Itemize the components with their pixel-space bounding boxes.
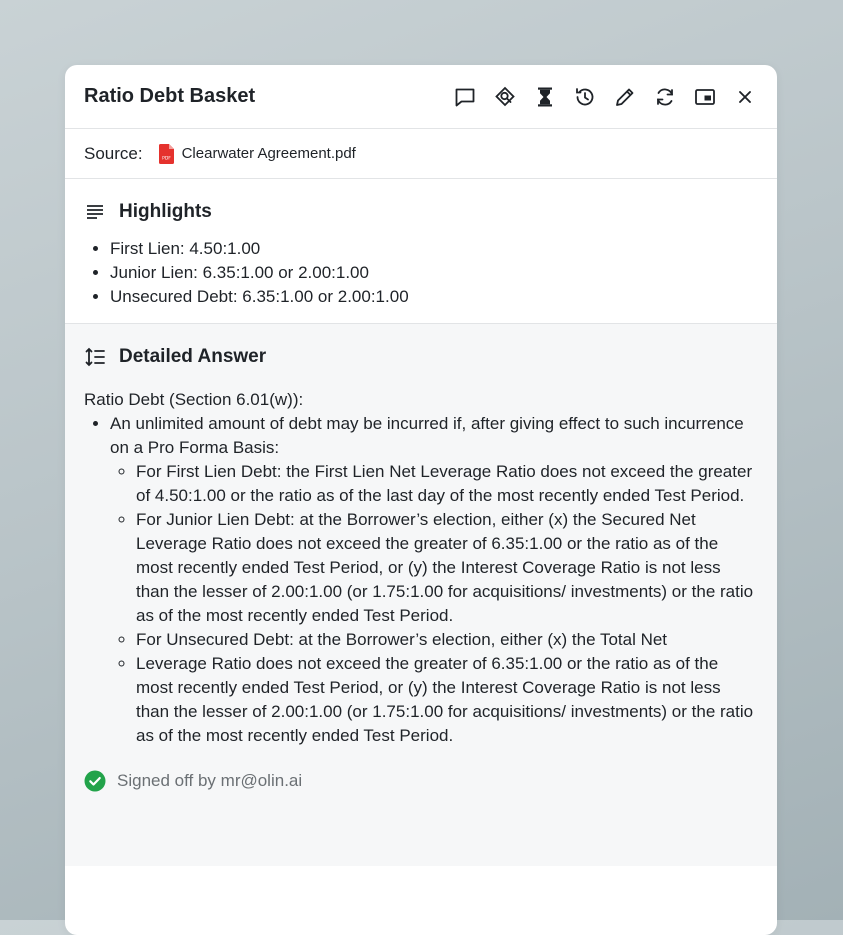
edit-icon[interactable]	[613, 85, 637, 109]
highlight-item: • Junior Lien: 6.35:1.00 or 2.00:1.00	[110, 261, 758, 285]
toolbar	[453, 85, 757, 109]
highlights-list	[84, 237, 758, 309]
detail-sub-item: ◦ For Junior Lien Debt: at the Borrower’s election, either (x) the Secured Net Leverage Ratio does not exceed the greater of 6.35:1.00 or the ratio as of the most recently ended Test Period, or (y) the Interest Coverage Ratio is not less than the lesser of 2.00:1.00 (or 1.75:1.00 for acquisitions/ investments) or the ratio as of the most recently ended Test Period.	[136, 508, 758, 628]
sort-list-icon	[84, 346, 106, 368]
panel-header	[65, 65, 777, 129]
detail-list	[84, 412, 758, 748]
signoff-status	[84, 770, 758, 792]
detailed-answer-section	[65, 324, 777, 866]
comment-icon[interactable]	[453, 85, 477, 109]
pdf-icon	[159, 144, 174, 164]
picture-in-picture-icon[interactable]	[693, 85, 717, 109]
source-file-link[interactable]	[159, 144, 356, 164]
detailed-heading	[84, 346, 758, 368]
close-icon[interactable]	[733, 85, 757, 109]
detail-sub-item: ◦ Leverage Ratio does not exceed the greater of 6.35:1.00 or the ratio as of the most recently ended Test Period, or (y) the Interest Coverage Ratio is not less than the lesser of 2.00:1.00 (or 1.75:1.00 for acquisitions/ investments) or the ratio as of the most recently ended Test Period.	[136, 652, 758, 748]
ratio-debt-panel	[65, 65, 777, 935]
hourglass-icon[interactable]	[533, 85, 557, 109]
highlight-item: • First Lien: 4.50:1.00	[110, 237, 758, 261]
highlights-section	[65, 179, 777, 324]
detail-main-item	[110, 412, 758, 748]
detail-sub-list	[110, 460, 758, 748]
detail-sub-item: ◦ For First Lien Debt: the First Lien Net Leverage Ratio does not exceed the greater of 4.50:1.00 or the ratio as of the last day of the most recently ended Test Period.	[136, 460, 758, 508]
detail-sub-item: ◦ For Unsecured Debt: at the Borrower’s election, either (x) the Total Net	[136, 628, 758, 652]
search-doc-icon[interactable]	[493, 85, 517, 109]
detailed-title: Detailed Answer	[119, 346, 267, 367]
panel-title: Ratio Debt Basket	[84, 85, 256, 107]
signoff-text: Signed off by mr@olin.ai	[117, 771, 303, 790]
refresh-icon[interactable]	[653, 85, 677, 109]
source-file-name: Clearwater Agreement.pdf	[181, 145, 356, 162]
highlight-item: • Unsecured Debt: 6.35:1.00 or 2.00:1.00	[110, 285, 758, 309]
lines-icon	[84, 201, 106, 223]
check-circle-icon	[84, 770, 106, 792]
highlights-heading	[84, 201, 758, 223]
source-label: Source:	[84, 143, 143, 163]
pdf-badge-text: PDF	[161, 156, 171, 161]
detail-main-text: An unlimited amount of debt may be incurred if, after giving effect to such incurrence on a Pro Forma Basis:	[110, 414, 744, 457]
history-icon[interactable]	[573, 85, 597, 109]
detail-intro: Ratio Debt (Section 6.01(w)):	[84, 390, 304, 409]
source-row	[65, 129, 777, 179]
highlights-title: Highlights	[119, 201, 212, 222]
